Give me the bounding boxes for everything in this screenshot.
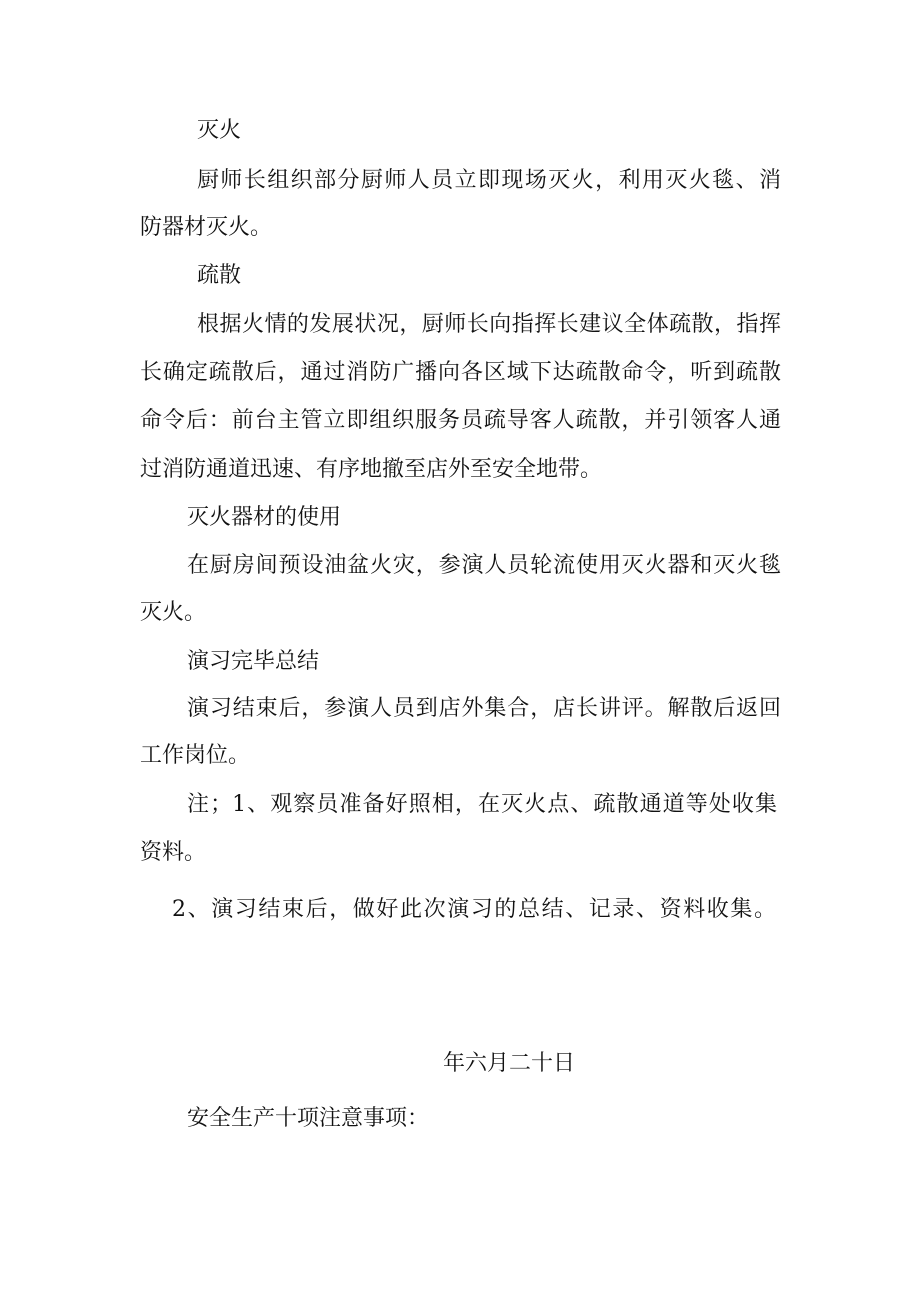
paragraph-evacuation-line-4: 过消防通道迅速、有序地撤至店外至安全地带。 <box>140 457 603 482</box>
paragraph-equipment-line-1: 在厨房间预设油盆火灾，参演人员轮流使用灭火器和灭火毯 <box>187 553 781 578</box>
note-1-line-1: 注；1、观察员准备好照相，在灭火点、疏散通道等处收集 <box>187 792 777 817</box>
paragraph-evacuation-line-3: 命令后：前台主管立即组织服务员疏导客人疏散，并引领客人通 <box>140 408 781 433</box>
paragraph-evacuation-line-2: 长确定疏散后，通过消防广播向各区域下达疏散命令，听到疏散 <box>140 360 781 385</box>
section-heading-summary: 演习完毕总结 <box>187 649 320 674</box>
document-date: 年六月二十日 <box>443 1051 576 1076</box>
paragraph-equipment-line-2: 灭火。 <box>140 600 207 625</box>
paragraph-summary-line-2: 工作岗位。 <box>140 743 251 768</box>
paragraph-summary-line-1: 演习结束后，参演人员到店外集合，店长讲评。解散后返回 <box>187 696 781 721</box>
section-heading-equipment: 灭火器材的使用 <box>187 505 342 530</box>
safety-heading: 安全生产十项注意事项： <box>187 1106 430 1131</box>
paragraph-fire-line-1: 厨师长组织部分厨师人员立即现场灭火，利用灭火毯、消 <box>197 168 781 193</box>
paragraph-evacuation-line-1: 根据火情的发展状况，厨师长向指挥长建议全体疏散，指挥 <box>197 312 781 337</box>
note-1-line-2: 资料。 <box>140 840 207 865</box>
section-heading-fire: 灭火 <box>197 118 242 143</box>
section-heading-evacuation: 疏散 <box>197 263 242 288</box>
paragraph-fire-line-2: 防器材灭火。 <box>140 215 273 240</box>
note-2: 2、演习结束后，做好此次演习的总结、记录、资料收集。 <box>172 897 776 922</box>
